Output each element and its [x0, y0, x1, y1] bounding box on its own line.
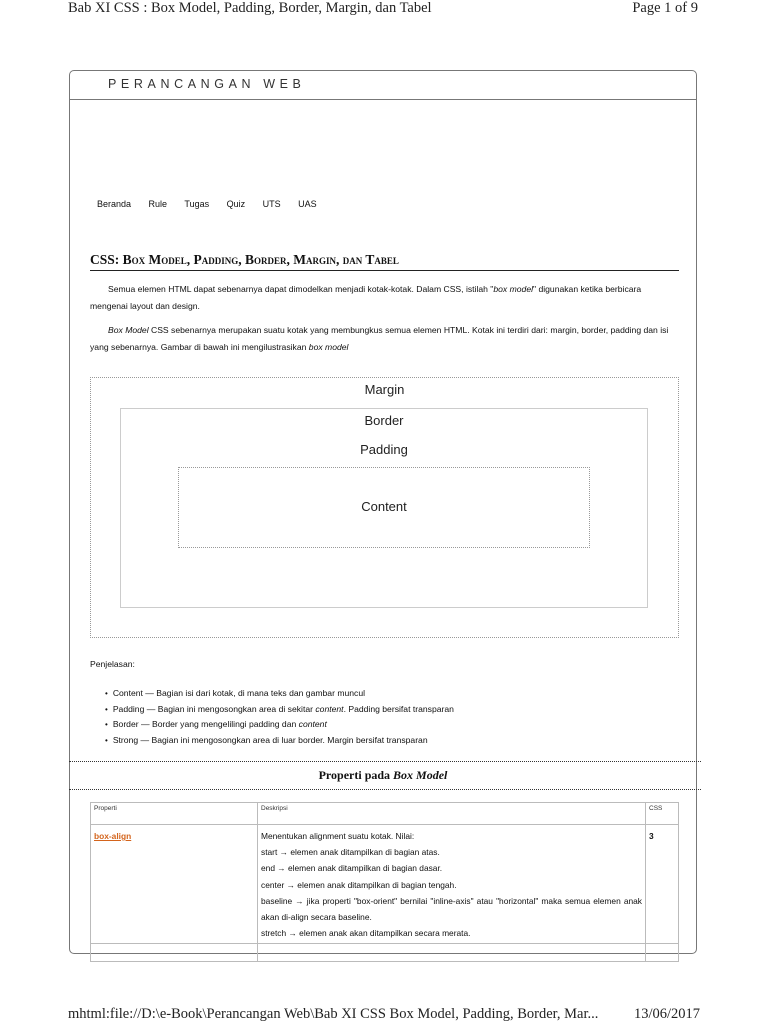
list-item [105, 733, 454, 749]
site-title: PERANCANGAN WEB [108, 77, 306, 91]
desc-line: center → elemen anak ditampilkan di bagian tengah. [261, 879, 457, 890]
print-header-title: Bab XI CSS : Box Model, Padding, Border, Margin, dan Tabel [68, 0, 432, 16]
print-page-number: Page 1 of 9 [632, 0, 698, 16]
nav-item-uts[interactable]: UTS [262, 199, 281, 209]
diagram-margin-label: Margin [364, 382, 405, 397]
property-desc-cell [258, 825, 646, 944]
desc-line: end → elemen anak ditampilkan di bagian dasar. [261, 863, 443, 874]
explanation-label: Penjelasan: [90, 659, 135, 669]
list-item-text: Border — Border yang mengelilingi padding dan [112, 719, 299, 730]
diagram-padding-label: Padding [360, 442, 408, 457]
intro-text-a: Semua elemen HTML dapat sebenarnya dapat dimodelkan menjadi kotak-kotak. Dalam CSS, istilah " [108, 284, 494, 294]
desc-line: start → elemen anak ditampilkan di bagian atas. [261, 847, 440, 858]
header-css: CSS [646, 803, 679, 825]
list-item-em: content [298, 719, 327, 730]
intro-paragraph [90, 281, 679, 314]
header-properti: Properti [91, 803, 258, 825]
empty-cell [646, 944, 679, 962]
header-deskripsi: Deskripsi [258, 803, 646, 825]
list-item-em: content [315, 703, 344, 714]
desc-line: stretch → elemen anak akan ditampilkan secara merata. [261, 928, 471, 939]
print-footer-url: mhtml:file://D:\e-Book\Perancangan Web\Bab XI CSS Box Model, Padding, Border, Mar... [68, 1006, 599, 1022]
nav-item-quiz[interactable]: Quiz [226, 199, 246, 209]
properties-title [69, 768, 697, 783]
nav-menu [97, 199, 332, 209]
desc-line: baseline → jika properti "box-orient" bernilai "inline-axis" atau "horizontal" maka semua elemen anak akan di-align secara baseline. [261, 895, 642, 923]
list-item-text: Strong — Bagian ini mengosongkan area di luar border. Margin bersifat transparan [112, 734, 428, 745]
table-row [91, 944, 679, 962]
properties-table [90, 802, 679, 962]
list-item-text: Content — Bagian isi dari kotak, di mana teks dan gambar muncul [112, 688, 366, 698]
desc-line: Menentukan alignment suatu kotak. Nilai: [261, 831, 415, 841]
boxmodel-term-end: box model [308, 341, 349, 352]
section-divider-top [69, 761, 701, 762]
list-item-text: Padding — Bagian ini mengosongkan area di sekitar [112, 703, 316, 714]
explanation-list [105, 686, 454, 748]
table-row [91, 825, 679, 944]
intro-term: box model [493, 284, 534, 294]
section-divider-bottom [69, 789, 701, 790]
boxmodel-text: CSS sebenarnya merupakan suatu kotak yang membungkus semua elemen HTML. Kotak ini terdiri dari: margin, border, padding dan isi yang sebenarnya. Gambar di bawah ini mengilustrasikan [90, 325, 669, 352]
list-item [105, 717, 454, 733]
properties-title-em: Box Model [393, 768, 448, 782]
diagram-content-label: Content [361, 499, 407, 514]
print-footer-date: 13/06/2017 [633, 1006, 700, 1022]
nav-item-tugas[interactable]: Tugas [184, 199, 210, 209]
boxmodel-paragraph [90, 322, 679, 355]
properties-title-text: Properti pada [318, 768, 394, 782]
list-item-text-end: . Padding bersifat transparan [343, 703, 454, 714]
table-header-row [91, 803, 679, 825]
property-name-cell [91, 825, 258, 944]
list-item [105, 702, 454, 718]
empty-cell [91, 944, 258, 962]
diagram-border-label: Border [364, 413, 404, 428]
article-title: CSS: Box Model, Padding, Border, Margin, dan Tabel [90, 252, 399, 267]
title-underline [90, 270, 679, 271]
list-item [105, 686, 454, 702]
property-link-box-align[interactable]: box-align [94, 831, 132, 841]
property-css-cell: 3 [646, 825, 679, 944]
intro-text-b: " digunakan ketika berbicara mengenai layout dan design. [90, 284, 642, 311]
nav-item-uas[interactable]: UAS [298, 199, 317, 209]
nav-item-beranda[interactable]: Beranda [97, 199, 132, 209]
nav-item-rule[interactable]: Rule [148, 199, 168, 209]
empty-cell [258, 944, 646, 962]
boxmodel-term: Box Model [108, 325, 149, 335]
